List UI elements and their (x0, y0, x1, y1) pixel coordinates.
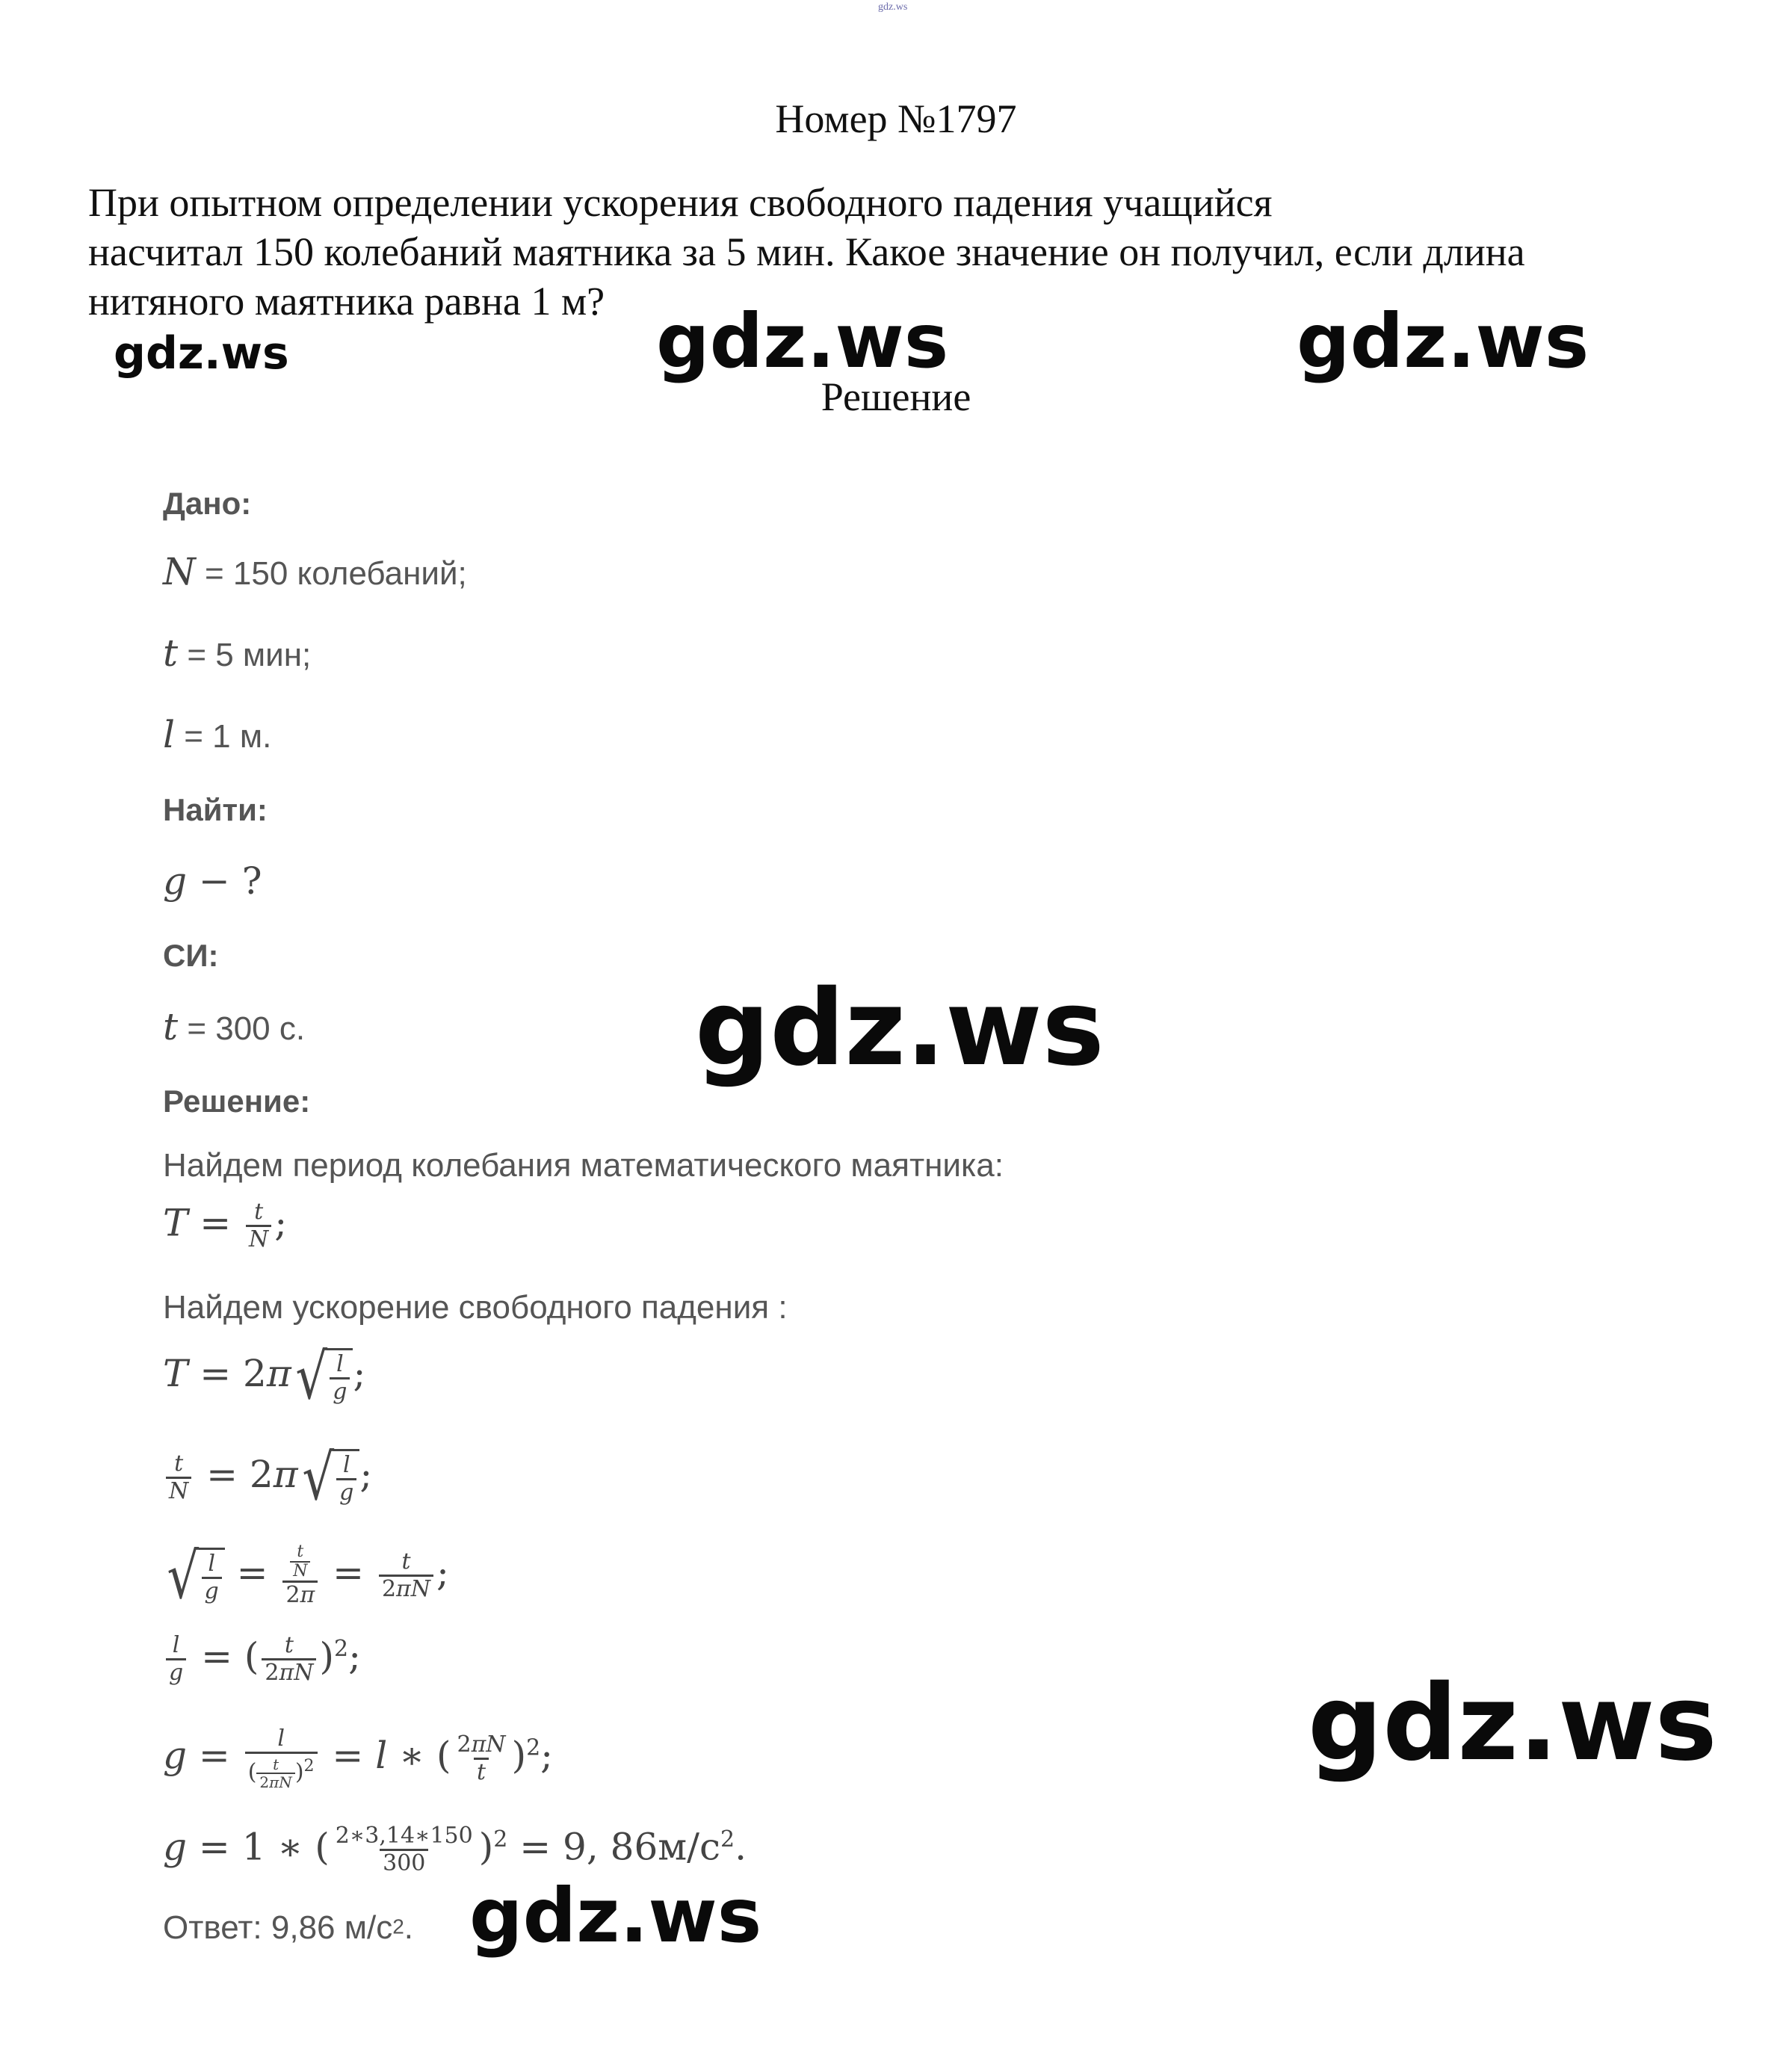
find-label: Найти: (163, 792, 268, 827)
l-variable: l (163, 713, 175, 756)
answer-text: Ответ: 9,86 м/с (163, 1909, 393, 1946)
watermark-logo: gdz.ws (1297, 297, 1589, 385)
problem-line-2: насчитал 150 колебаний маятника за 5 мин. Какое значение он получил, если длина (88, 229, 1525, 274)
step2-text: Найдем ускорение свободного падения : (163, 1289, 788, 1326)
given-label: Дано: (163, 486, 252, 521)
formula-step4: √ $\frac{l}{g}$ = $\frac{\frac{t}{N}}{2\pi}$ = $\frac{t}{2\pi N}$ ; (167, 1539, 449, 1613)
solution-label: Решение: (163, 1084, 311, 1119)
watermark-logo: gdz.ws (695, 968, 1104, 1090)
si-label: СИ: (163, 938, 219, 973)
final-result: 9, 86м/с (563, 1825, 720, 1869)
solution-heading: Решение (821, 374, 971, 419)
si-t-variable: t (163, 1005, 179, 1048)
watermark-logo: gdz.ws (469, 1872, 762, 1959)
formula-step5: $\frac{l}{g}$ = ( $\frac{t}{2\pi N}$ )$^2$; (163, 1633, 361, 1686)
si-t (163, 1005, 305, 1048)
l-value: = 1 м. (175, 718, 272, 755)
formula-period: T = $\frac{t}{N}$ ; (163, 1199, 288, 1252)
final-denominator: 300 (380, 1849, 428, 1876)
given-l (163, 713, 271, 756)
answer-exponent: 2 (392, 1915, 404, 1938)
given-n (163, 550, 467, 593)
formula-step6: g = l ( $\frac{t}{2\pi N}$ )$^2$ = l ∗ ( $\frac{2\pi N}{t}$ )$^2$; (163, 1725, 554, 1791)
formula-pendulum: T = 2π √ $\frac{l}{g}$ ; (163, 1340, 366, 1413)
given-t (163, 631, 311, 675)
formula-step3: $\frac{t}{N}$ = 2π √ $\frac{l}{g}$ ; (163, 1446, 372, 1509)
si-t-value: = 300 с. (178, 1010, 306, 1047)
step1-text: Найдем период колебания математического маятника: (163, 1147, 1004, 1184)
t-value: = 5 мин; (178, 637, 312, 673)
n-variable: N (163, 550, 196, 593)
n-value: = 150 колебаний; (195, 555, 467, 592)
problem-line-1: При опытном определении ускорения свободного падения учащийся (88, 180, 1273, 225)
watermark-logo: gdz.ws (656, 297, 949, 385)
final-numerator: 2∗3,14∗150 (335, 1823, 473, 1849)
header-watermark: gdz.ws (878, 1, 908, 13)
find-value: − ? (187, 859, 262, 903)
find-g (163, 859, 262, 903)
page-title: Номер №1797 (775, 96, 1017, 141)
t-variable: t (163, 631, 179, 675)
watermark-logo: gdz.ws (114, 327, 289, 380)
problem-line-3: нитяного маятника равна 1 м? (88, 279, 605, 324)
g-variable: g (163, 859, 188, 903)
formula-final: g = 1 ∗ ( $\frac{2∗3,14∗150}{300}$ )$^2$ = 9, $86м/с^2$. (163, 1823, 747, 1876)
watermark-logo: gdz.ws (1308, 1663, 1717, 1785)
answer: Ответ: 9,86 $м/с^2$. (163, 1909, 414, 1946)
